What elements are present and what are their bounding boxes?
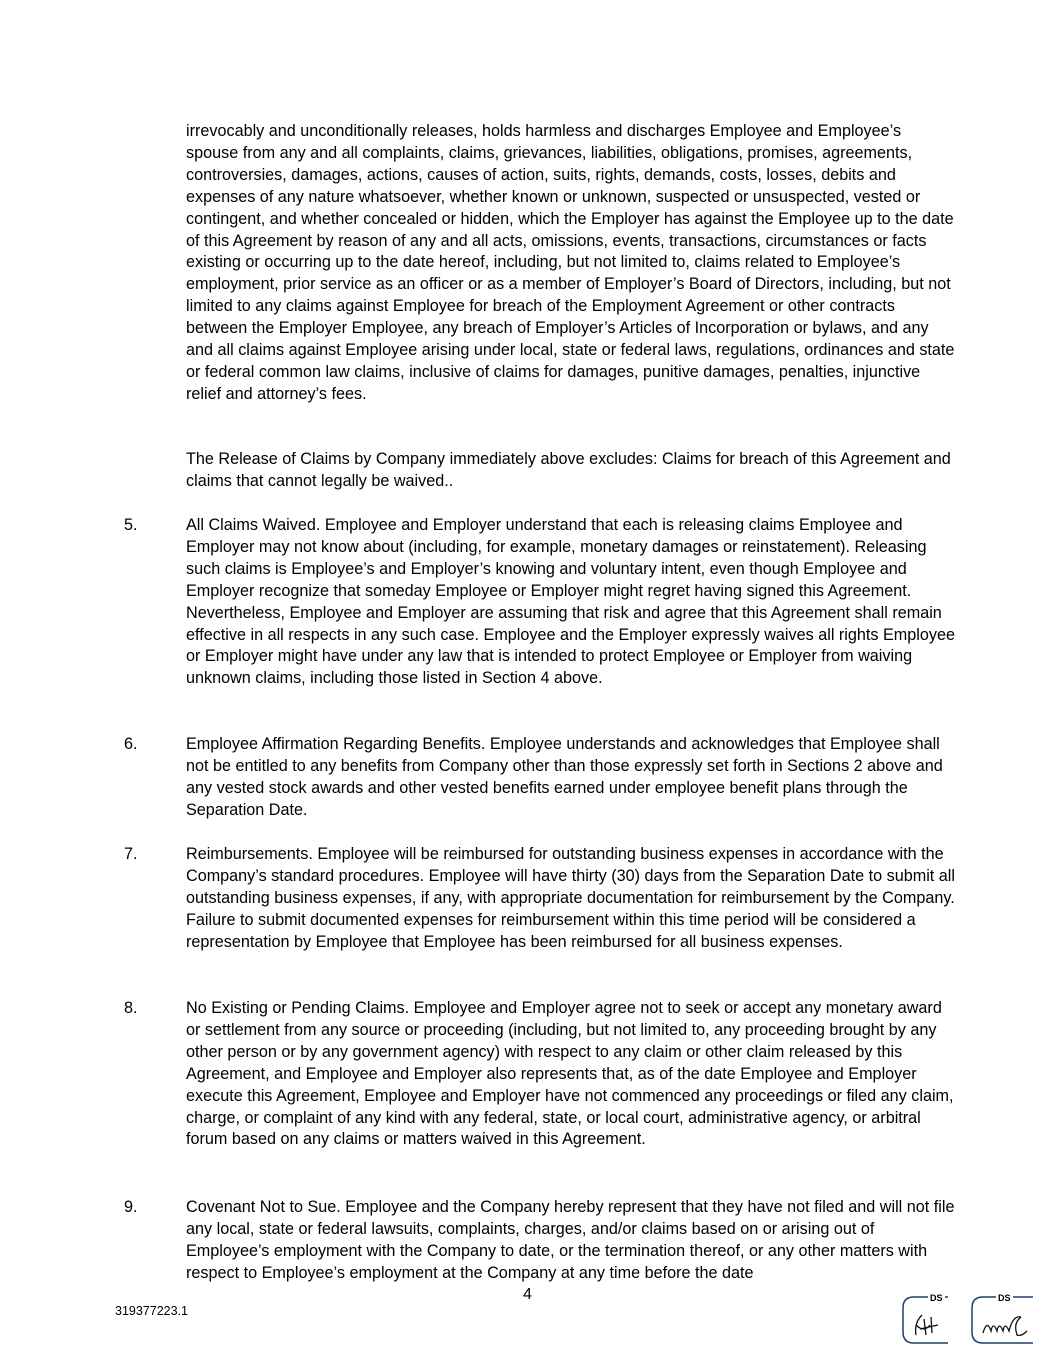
section-6-paragraph	[186, 734, 956, 822]
section-heading: No Existing or Pending Claims	[186, 999, 405, 1017]
docusign-tag: DS	[996, 1288, 1013, 1310]
section-body: . Employee and Employer agree not to seek or accept any monetary award or settlement from any source or proceeding (including, but not limited to, any proceeding brought by any other person or by any government agency) with respect to any claim or other claim released by this Agreement, and Employee and Employer also represents that, as of the date Employee and Employer execute this Agreement, Employee and Employer have not commenced any proceedings or filed any claim, charge, or complaint of any kind with any federal, state, or local court, administrative agency, or arbitral forum based on any claims or matters waived in this Agreement.	[186, 999, 954, 1149]
section-9-paragraph	[186, 1197, 956, 1285]
section-heading: Employee Affirmation Regarding Benefits	[186, 735, 481, 753]
section-body: . Employee understands and acknowledges that Employee shall not be entitled to any benefits from Company other than those expressly set forth in Sections 2 above and any vested stock awards and other vested benefits earned under employee benefit plans through the Separation Date.	[186, 735, 943, 819]
document-id: 319377223.1	[115, 1304, 188, 1318]
docusign-tag: DS	[928, 1288, 945, 1310]
section-8-paragraph	[186, 998, 956, 1151]
section-heading: Covenant Not to Sue	[186, 1198, 337, 1216]
section-number: 8.	[124, 999, 138, 1017]
release-paragraph: irrevocably and unconditionally releases, holds harmless and discharges Employee and Employee’s spouse from any and all complaints, claims, grievances, liabilities, obligations, promises, agreements, controversies, damages, actions, causes of action, suits, rights, demands, costs, losses, debits and expenses of any nature whatsoever, whether known or unknown, suspected or unsuspected, vested or contingent, and whether concealed or hidden, which the Employer has against the Employee up to the date of this Agreement by reason of any and all acts, omissions, events, transactions, circumstances or facts existing or occurring up to the date hereof, including, but not limited to, claims related to Employee’s employment, prior service as an officer or as a member of Employer’s Board of Directors, including, but not limited to any claims against Employee for breach of the Employment Agreement or other contracts between the Employer Employee, any breach of Employer’s Articles of Incorporation or bylaws, and any and all claims against Employee arising under local, state or federal laws, regulations, ordinances and state or federal common law claims, inclusive of claims for damages, punitive damages, penalties, injunctive relief and attorney’s fees.	[186, 122, 955, 403]
handwritten-initials-icon	[983, 1317, 1027, 1336]
section-body: . Employee and Employer understand that each is releasing claims Employee and Employer may not know about (including, for example, monetary damages or reinstatement). Releasing such claims is Employee’s and Employer’s knowing and voluntary intent, even though Employee and Employer recognize that someday Employee or Employer might regret having signed this Agreement. Nevertheless, Employee and Employer are assuming that risk and agree that this Agreement shall remain effective in all respects in any such case. Employee and the Employer expressly waives all rights Employee or Employer might have under any law that is intended to protect Employee or Employer from waiving unknown claims, including those listed in Section 4 above.	[186, 516, 955, 688]
section-heading: All Claims Waived	[186, 516, 316, 534]
section-number: 6.	[124, 735, 138, 753]
docusign-initial-box	[969, 1291, 1033, 1349]
section-body: . Employee will be reimbursed for outstanding business expenses in accordance with the Company’s standard procedures. Employee will have thirty (30) days from the Separation Date to submit all outstanding business expenses, if any, with appropriate documentation for reimbursement by the Company. Failure to submit documented expenses for reimbursement within this time period will be considered a representation by Employee that Employee has been reimbursed for all business expenses.	[186, 845, 955, 951]
section-5-paragraph	[186, 515, 956, 690]
section-body: . Employee and the Company hereby represent that they have not filed and will not file any local, state or federal lawsuits, complaints, charges, and/or claims based on or arising out of Employee’s employment with the Company to date, or the termination thereof, or any other matters with respect to Employee’s employment at the Company at any time before the date	[186, 1198, 955, 1282]
section-number: 5.	[124, 516, 138, 534]
page-number: 4	[523, 1286, 532, 1303]
docusign-initial-box	[900, 1291, 948, 1349]
exclusion-paragraph: The Release of Claims by Company immediately above excludes: Claims for breach of this Agreement and claims that cannot legally be waived..	[186, 450, 951, 490]
section-number: 7.	[124, 845, 138, 863]
section-7-paragraph	[186, 844, 956, 954]
section-number: 9.	[124, 1198, 138, 1216]
section-heading: Reimbursements	[186, 845, 309, 863]
